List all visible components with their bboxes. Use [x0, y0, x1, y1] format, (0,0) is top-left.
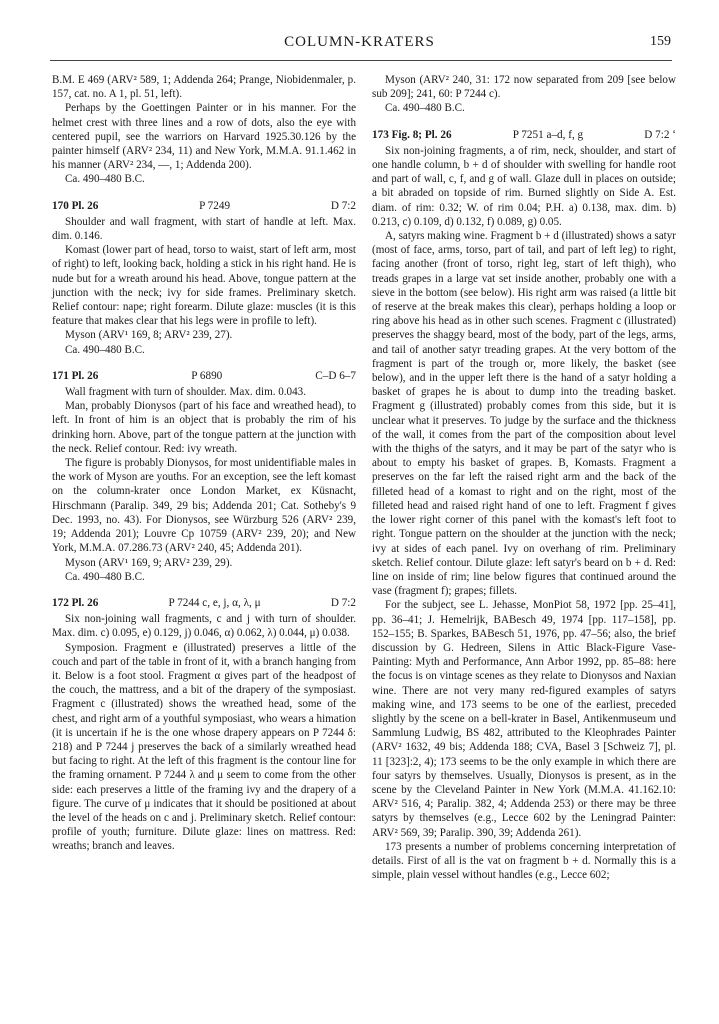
entry-heading-172	[52, 596, 356, 610]
inventory-number: P 7244 c, e, j, α, λ, μ	[168, 596, 261, 609]
date-line: Ca. 490–480 B.C.	[65, 570, 145, 583]
entry-heading-170	[52, 199, 356, 213]
entry-heading-173	[372, 128, 676, 142]
deposit-number: D 7:2	[330, 199, 356, 212]
entry-heading-171	[52, 369, 356, 383]
entry-paragraph: Symposion. Fragment e (illustrated) preserves a little of the couch and part of the table in front of it, with a branch hanging from it. Below is a foot stool. Fragment α gives part of the headpost of the couch, the mattress, and a bit of the drapery of the symposiast. Fragment c (illustrated) shows the wreathed head, some of the chest, and right arm of a youthful symposiast, who wears a himation (it is uncertain if he is the one whose drapery appears on P 7244 δ: 218) and P 7244 j preserves the back of a similarly wreathed head but facing to right. At the left of this fragment is the contour line for the framing ornament. P 7244 λ and μ seem to come from the other side: each preserves a little of the framing ivy and the drapery of a figure. The curve of μ indicates that it should be positioned at about the level of the heads on c and j. Preliminary sketch. Relief contour: profile of youth; furniture. Dilute glaze: lines on mattress. Red: wreaths; branch and leaves.	[52, 641, 356, 853]
deposit-number: D 7:2	[330, 596, 356, 609]
inventory-number: P 7249	[199, 199, 231, 212]
right-column	[372, 73, 676, 882]
entry-paragraph: A, satyrs making wine. Fragment b + d (illustrated) shows a satyr (most of face, arms, torso, part of tail, and part of left leg) to right, facing another (front of torso, right leg, start of left thigh), who treads grapes in a large vat set inside another, probably one with a sieve in the bottom (see below). His right arm was raised (a little bit of reserve at the break makes this clear), perhaps holding a loop or ring above his head as in other such scenes. Fragment c (illustrated) preserves the shaggy beard, most of the body, part of the legs, arms, and tail of another satyr treading grapes. At the very bottom of the fragment is part of the trough or, more likely, the basket (see below), and in the upper left there is the hand of a satyr holding a basket of grapes he is about to dump into the treading basket. Fragment g (illustrated) probably comes from this side, but it is unclear what it preserves. To judge by the surface and the thickness of the wall, it comes from the part of the composition about level with the thighs of the satyrs, and it may be part of the satyr who is about to empty his basket of grapes. B, Komasts. Fragment a preserves on the far left the raised right arm and the back of the filleted head of a komast to right and on the right, most of the filleted head and raised right hand of one to left. Fragment f gives the lower right corner of this panel with the komast's left foot to right. Tongue pattern on the shoulder at the junction with the neck; ivy at sides of each panel. Ivy on overhang of rim. Preliminary sketch. Relief contour. Dilute glaze: left satyr's beard on b + d. Red: line on inside of rim; line below figures that continued around the vase (fragment f); grapes; fillets.	[372, 230, 676, 598]
entry-paragraph: Wall fragment with turn of shoulder. Max. dim. 0.043.	[65, 386, 306, 399]
attribution-line: Myson (ARV¹ 169, 9; ARV² 239, 29).	[65, 556, 233, 569]
entry-paragraph: 173 presents a number of problems concerning interpretation of details. First of all is the vat on fragment b + d. Normally this is a simple, plain vessel without handles (e.g., Lecce 602;	[372, 840, 676, 882]
entry-number: 170 Pl. 26	[52, 199, 99, 212]
left-column	[52, 73, 356, 854]
running-header-title: COLUMN-KRATERS	[284, 34, 435, 50]
intro-paragraph: Perhaps by the Goettingen Painter or in his manner. For the helmet crest with three lines and a row of dots, also the eye with centered pupil, see the warriors on Harvard 1925.30.126 by the painter himself (ARV² 234, 11) and New York, M.M.A. 91.1.462 in his manner (ARV² 234, —, 1; Addenda 200).	[52, 102, 356, 172]
deposit-number: C–D 6–7	[315, 369, 356, 382]
date-line: Ca. 490–480 B.C.	[65, 173, 145, 186]
attribution-line: Myson (ARV² 240, 31: 172 now separated from 209 [see below sub 209]; 241, 60: P 7244 c).	[372, 74, 676, 101]
page-number: 159	[650, 34, 671, 49]
entry-number: 173 Fig. 8; Pl. 26	[372, 128, 452, 141]
date-line: Ca. 490–480 B.C.	[65, 343, 145, 356]
entry-number: 171 Pl. 26	[52, 369, 99, 382]
attribution-line: Myson (ARV¹ 169, 8; ARV² 239, 27).	[65, 329, 233, 342]
entry-paragraph: Komast (lower part of head, torso to waist, start of left arm, most of right) to left, looking back, holding a stick in his right hand. He is nude but for a wreath around his head. Above, tongue pattern at the junction with the neck; ivy for side frames. Preliminary sketch. Relief contour: nape; right forearm. Dilute glaze: muscles (it is this feature that makes clear that his legs were in profile to left).	[52, 244, 356, 328]
entry-paragraph: Shoulder and wall fragment, with start of handle at left. Max. dim. 0.146.	[52, 215, 356, 243]
deposit-number: D 7:2 ‘	[644, 128, 676, 141]
inventory-number: P 7251 a–d, f, g	[512, 128, 584, 141]
entry-paragraph: The figure is probably Dionysos, for most unidentifiable males in the work of Myson are youths. For an exception, see the left komast on the column-krater once London Market, ex Küsnacht, Hirschmann (Paralip. 349, 29 bis; Addenda 201; Cat. Sotheby's 9 Dec. 1993, no. 43). For Dionysos, see Würzburg 526 (ARV² 239, 19; Addenda 201); Louvre Cp 10759 (ARV² 239, 20); and New York, M.M.A. 07.286.73 (ARV² 240, 45; Addenda 201).	[52, 457, 356, 555]
intro-paragraph: B.M. E 469 (ARV² 589, 1; Addenda 264; Prange, Niobidenmaler, p. 157, cat. no. A 1, pl. 51, left).	[52, 74, 356, 101]
entry-paragraph: Man, probably Dionysos (part of his face and wreathed head), to left. In front of him is an object that is probably the rim of his drinking horn. Above, part of the tongue pattern at the junction with the neck. Relief contour. Red: ivy wreath.	[52, 400, 356, 455]
entry-number: 172 Pl. 26	[52, 596, 99, 609]
entry-paragraph: Six non-joining fragments, a of rim, neck, shoulder, and start of one handle column, b + d of shoulder with swelling for handle root and part of wall, c, f, and g of wall. Glaze dull in places on outside; a bit abraded on topside of rim. Burned slightly on Side A. Est. diam. of rim: 0.32; W. of rim 0.04; P.H. a) 0.138, max. dim. b) 0.213, c) 0.109, d) 0.132, f) 0.089, g) 0.05.	[372, 144, 676, 228]
inventory-number: P 6890	[191, 369, 223, 382]
date-line: Ca. 490–480 B.C.	[385, 102, 465, 115]
header-rule	[50, 60, 672, 61]
entry-paragraph: For the subject, see L. Jehasse, MonPiot 58, 1972 [pp. 25–41], pp. 36–41; J. Hemelrijk, BABesch 49, 1974 [pp. 117–158], pp. 152–155; B. Sparkes, BABesch 51, 1976, pp. 47–56; also, the brief discussion by G. Hedreen, Silens in Attic Black-Figure Vase-Painting: Myth and Performance, Ann Arbor 1992, pp. 85–88: here the focus is on vintage scenes as they relate to Dionysos and Naxian wine. There are not very many red-figured examples of satyrs making wine, and 173 seems to be one of the earliest, preceded slightly by the scene on a bell-krater in Basel, Antikenmuseum und Sammlung Ludwig, BS 482, attributed to the Kleophrades Painter (ARV² 1632, 49 bis; Addenda 188; CVA, Basel 3 [Schweiz 7], pl. 11 [323]:2, 4); 173 seems to be the only example in which there are four satyrs by themselves. Usually, Dionysos is present, as in the scene by the Cleveland Painter in New York (M.M.A. 41.162.10: ARV² 516, 4; Paralip. 382, 4; Addenda 253) or there may be three satyrs by themselves (e.g., Lecce 602 by the Leningrad Painter: ARV² 569, 39; Paralip. 390, 39; Addenda 261).	[372, 599, 676, 839]
entry-paragraph: Six non-joining wall fragments, c and j with turn of shoulder. Max. dim. c) 0.095, e) 0.129, j) 0.046, α) 0.062, λ) 0.044, μ) 0.038.	[52, 613, 356, 640]
